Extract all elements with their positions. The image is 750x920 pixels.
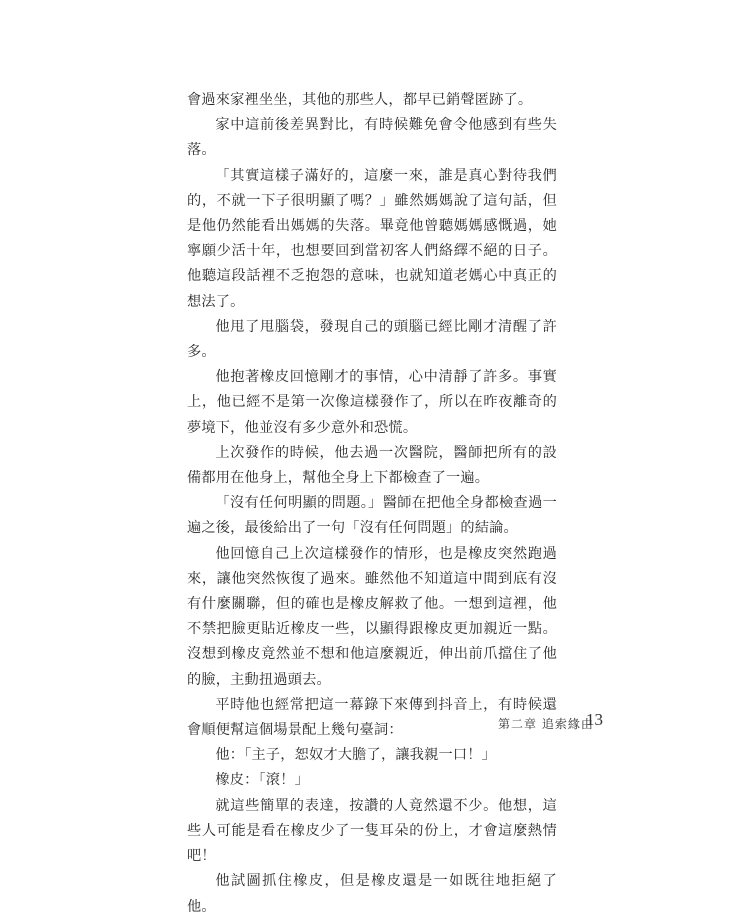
paragraph: 平時他也經常把這一幕錄下來傳到抖音上，有時候還會順便幫這個場景配上幾句臺詞：	[187, 696, 557, 739]
paragraph: 他試圖抓住橡皮，但是橡皮還是一如既往地拒絕了他。	[187, 873, 557, 915]
paragraph: 「其實這樣子滿好的，這麼一來，誰是真心對待我們的，不就一下子很明顯了嗎？」雖然媽媽說了這句話，但是他仍然能看出媽媽的失落。畢竟他曾聽媽媽感慨過，她寧願少活十年，也想要回到當初客人們絡繹不絕的日子。他聽這段話裡不乏抱怨的意味，也就知道老媽心中真正的想法了。	[187, 167, 557, 310]
dialogue-line: 橡皮：「滾！」	[215, 772, 310, 789]
page-number: 13	[586, 710, 603, 729]
paragraph: 家中這前後差異對比，有時候難免會令他感到有些失落。	[187, 117, 557, 159]
paragraph: 他甩了甩腦袋，發現自己的頭腦已經比剛才清醒了許多。	[187, 318, 557, 361]
paragraph: 他抱著橡皮回憶剛才的事情，心中清靜了許多。事實上，他已經不是第一次像這樣發作了，所以在昨夜離奇的夢境下，他並沒有多少意外和恐慌。	[187, 369, 557, 436]
paragraph: 會過來家裡坐坐，其他的那些人，都早已銷聲匿跡了。	[187, 92, 533, 108]
paragraph: 上次發作的時候，他去過一次醫院，醫師把所有的設備都用在他身上，幫他全身上下都檢查了一遍。	[187, 444, 557, 487]
paragraph: 「沒有任何明顯的問題。」醫師在把他全身都檢查過一遍之後，最後給出了一句「沒有任何問題」的結論。	[187, 495, 557, 537]
running-chapter-title: 第二章 追索緣由	[498, 717, 594, 731]
page-body	[187, 88, 557, 920]
dialogue-line: 他：「主子，恕奴才大膽了，讓我親一口！」	[215, 747, 497, 764]
paragraph: 他回憶自己上次這樣發作的情形，也是橡皮突然跑過來，讓他突然恢復了過來。雖然他不知道這中間到底有沒有什麼關聯，但的確也是橡皮解救了他。一想到這裡，他不禁把臉更貼近橡皮一些，以顯得跟橡皮更加親近一點。沒想到橡皮竟然並不想和他這麼親近，伸出前爪擋住了他的臉，主動扭過頭去。	[187, 545, 557, 688]
paragraph: 就這些簡單的表達，按讚的人竟然還不少。他想，這些人可能是看在橡皮少了一隻耳朵的份上，才會這麼熱情吧！	[187, 797, 557, 865]
page-footer	[470, 709, 610, 731]
